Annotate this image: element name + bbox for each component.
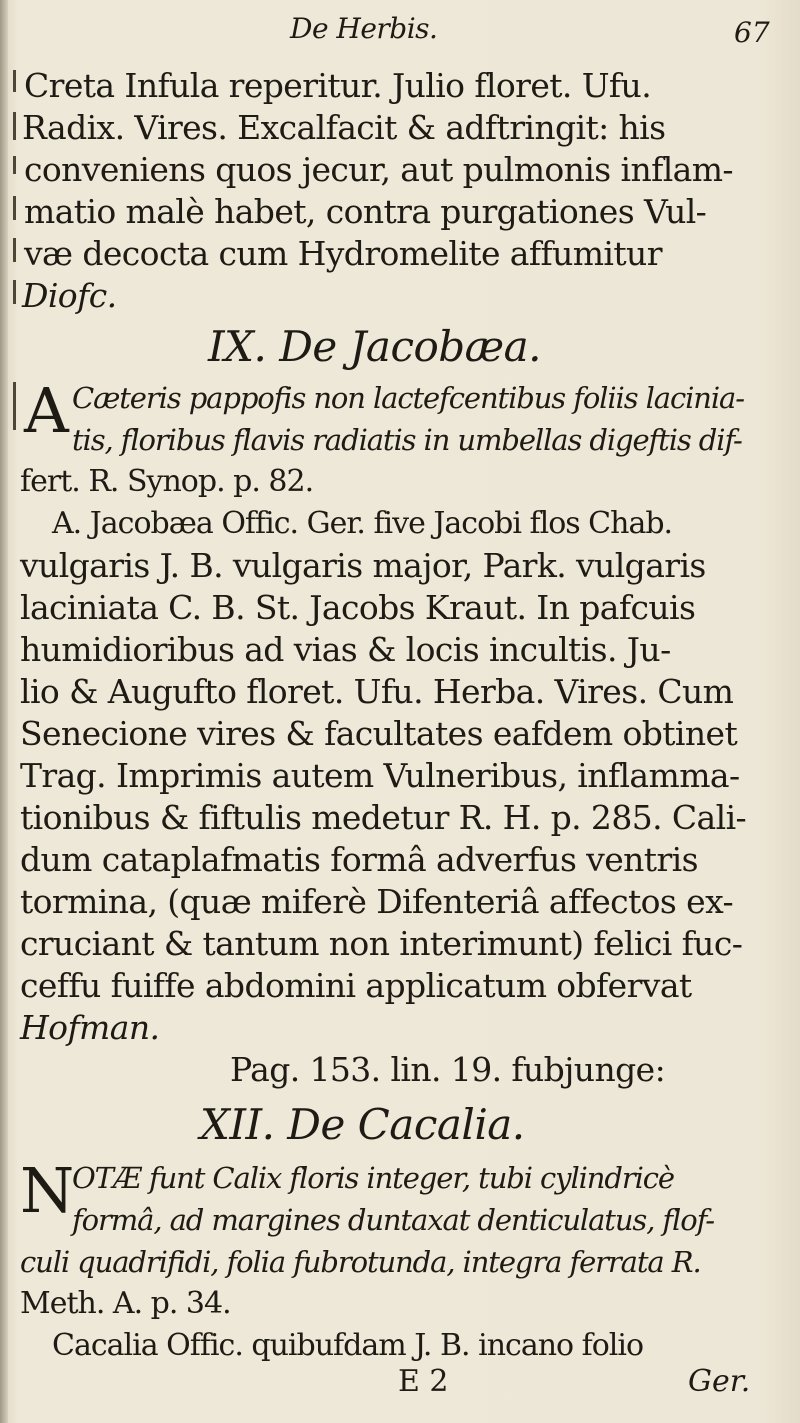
text-line: A. Jacobæa Offic. Ger. five Jacobi flos Chab. [52, 506, 673, 541]
text-line: Radix. Vires. Excalfacit & adftringit: his [22, 108, 666, 147]
margin-mark [13, 280, 16, 304]
text-line: fert. R. Synop. p. 82. [20, 464, 314, 499]
text-line: Cæteris pappofis non lactefcentibus foliis lacinia- [72, 381, 744, 415]
catchword: Ger. [688, 1364, 751, 1399]
margin-mark [13, 112, 16, 140]
text-line: Meth. A. p. 34. [20, 1286, 231, 1321]
text-line: Pag. 153. lin. 19. fubjunge: [230, 1050, 666, 1089]
text-line: cruciant & tantum non interimunt) felici fuc- [20, 924, 743, 963]
page-gutter-edge [0, 0, 8, 1423]
section-heading-cacalia: XII. De Cacalia. [200, 1100, 525, 1149]
drop-cap: A [24, 374, 69, 447]
text-line: Creta Infula reperitur. Julio floret. Ufu. [24, 66, 652, 105]
text-line: culi quadrifidi, folia fubrotunda, integra ferrata R. [20, 1245, 701, 1279]
margin-mark [13, 382, 16, 430]
text-line: matio malè habet, contra purgationes Vul- [24, 192, 707, 231]
text-line: Trag. Imprimis autem Vulneribus, inflamma- [20, 756, 740, 795]
text-line: lio & Augufto floret. Ufu. Herba. Vires. Cum [20, 672, 734, 711]
text-line: tionibus & fiftulis medetur R. H. p. 285. Cali- [20, 798, 747, 837]
text-line: vulgaris J. B. vulgaris major, Park. vulgaris [20, 546, 706, 585]
text-line: OTÆ funt Calix floris integer, tubi cylindricè [72, 1161, 674, 1195]
text-line: ceffu fuiffe abdomini applicatum obfervat [20, 966, 692, 1005]
text-line: tormina, (quæ miferè Difenteriâ affectos ex- [20, 882, 734, 921]
margin-mark [13, 70, 16, 92]
text-line: Senecione vires & facultates eafdem obtinet [20, 714, 738, 753]
text-line: conveniens quos jecur, aut pulmonis inflam- [24, 150, 733, 189]
section-heading-jacobaea: IX. De Jacobæa. [208, 322, 542, 371]
text-line: Diofc. [22, 276, 117, 315]
text-line: dum cataplafmatis formâ adverfus ventris [20, 840, 698, 879]
margin-mark [13, 238, 16, 262]
text-line: Hofman. [20, 1008, 160, 1047]
running-header-title: De Herbis. [290, 12, 438, 45]
text-line: humidioribus ad vias & locis incultis. Ju- [20, 630, 671, 669]
text-line: laciniata C. B. St. Jacobs Kraut. In pafcuis [20, 588, 696, 627]
text-line: tis, floribus flavis radiatis in umbellas digeftis dif- [72, 423, 742, 457]
text-line: væ decocta cum Hydromelite affumitur [24, 234, 662, 273]
signature-mark: E 2 [398, 1364, 449, 1399]
margin-mark [13, 196, 16, 220]
text-line: Cacalia Offic. quibufdam J. B. incano folio [52, 1328, 644, 1363]
drop-cap: N [20, 1154, 75, 1227]
text-line: formâ, ad margines duntaxat denticulatus, flof- [72, 1203, 714, 1237]
page-number: 67 [734, 16, 770, 49]
margin-mark [13, 156, 16, 174]
